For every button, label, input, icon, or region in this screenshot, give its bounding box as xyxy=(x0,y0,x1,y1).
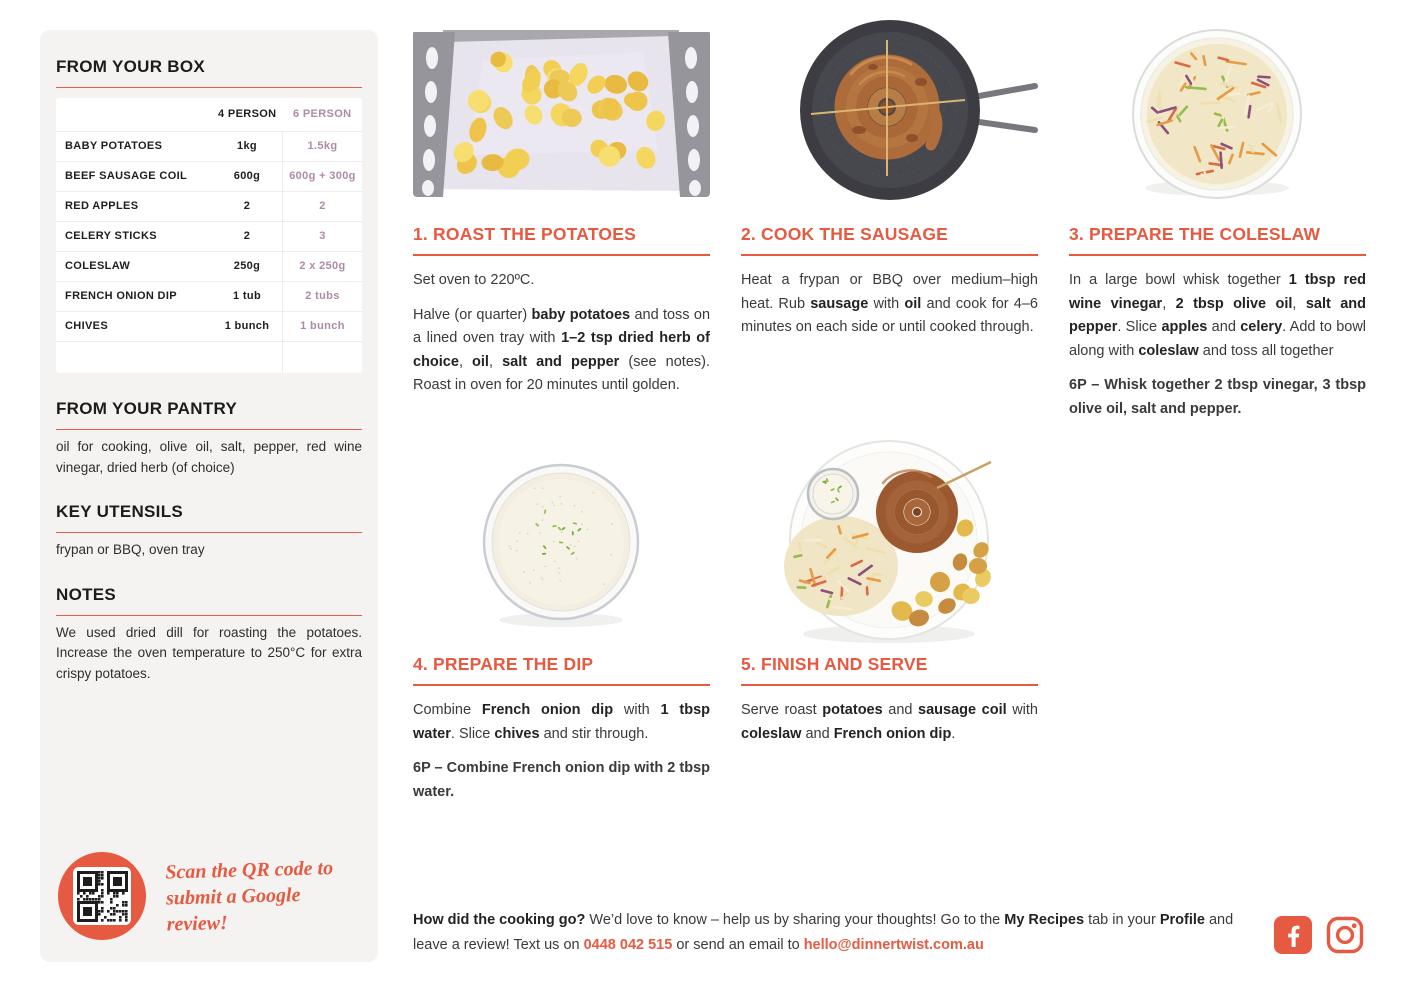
step-2-title: 2. COOK THE SAUSAGE xyxy=(741,224,1038,256)
from-your-pantry-title: FROM YOUR PANTRY xyxy=(56,399,362,430)
step-4-title: 4. PREPARE THE DIP xyxy=(413,654,710,686)
facebook-icon xyxy=(1274,916,1312,959)
ingredient-name: BABY POTATOES xyxy=(56,131,212,161)
col-header-6-person: 6 PERSON xyxy=(293,108,352,121)
step-1-section xyxy=(413,224,710,409)
qty-4p: 2 xyxy=(212,191,282,221)
ingredient-name: RED APPLES xyxy=(56,191,212,221)
utensils-text: frypan or BBQ, oven tray xyxy=(56,542,205,557)
google-review-block xyxy=(58,852,358,940)
step-2-section xyxy=(741,224,1038,351)
ingredient-name: FRENCH ONION DIP xyxy=(56,281,212,311)
ingredient-name: CELERY STICKS xyxy=(56,221,212,251)
step-4-section xyxy=(413,654,710,815)
qty-6p: 2 tubs xyxy=(282,281,362,311)
qty-6p: 1 bunch xyxy=(282,311,362,341)
table-row xyxy=(56,311,362,341)
step-5-title: 5. FINISH AND SERVE xyxy=(741,654,1038,686)
ingredient-name: COLESLAW xyxy=(56,251,212,281)
qty-6p: 1.5kg xyxy=(282,131,362,161)
ingredient-name: CHIVES xyxy=(56,311,212,341)
table-header-empty xyxy=(56,98,212,131)
qr-caption: Scan the QR code to submit a Google review! xyxy=(165,857,334,936)
qr-circle-badge xyxy=(58,852,146,940)
notes-title: NOTES xyxy=(56,585,362,616)
step-4-paragraph: Combine French onion dip with 1 tbsp water. Slice chives and stir through. xyxy=(413,702,710,742)
step-3-section xyxy=(1069,224,1366,432)
step-4-6p-note: 6P – Combine French onion dip with 2 tbsp water. xyxy=(413,760,711,800)
step-5-section xyxy=(741,654,1038,757)
social-icons xyxy=(1274,916,1364,959)
qty-4p: 1 tub xyxy=(212,281,282,311)
step-1-paragraph: Halve (or quarter) baby potatoes and toss on a lined oven tray with 1–2 tsp dried herb of choice, oil, salt and pepper (see notes). Roast in oven for 20 minutes until golden. xyxy=(413,306,711,393)
table-row xyxy=(56,131,362,161)
qty-4p: 1kg xyxy=(212,131,282,161)
qty-4p: 250g xyxy=(212,251,282,281)
qty-4p: 600g xyxy=(212,161,282,191)
qty-6p: 3 xyxy=(282,221,362,251)
table-row xyxy=(56,161,362,191)
sausage-coil-in-frypan-photo xyxy=(741,12,1038,204)
finished-plate-photo xyxy=(741,436,1038,650)
col-header-4-person: 4 PERSON xyxy=(218,108,277,121)
notes-text: We used dried dill for roasting the potatoes. Increase the oven temperature to 250°C for extra crispy potatoes. xyxy=(56,624,362,681)
dip-bowl-photo xyxy=(413,452,710,636)
qty-6p: 600g + 300g xyxy=(282,161,362,191)
table-row xyxy=(56,191,362,221)
key-utensils-title: KEY UTENSILS xyxy=(56,502,362,533)
table-row xyxy=(56,251,362,281)
qty-4p: 2 xyxy=(212,221,282,251)
table-row xyxy=(56,281,362,311)
step-3-6p-note: 6P – Whisk together 2 tbsp vinegar, 3 tbsp olive oil, salt and pepper. xyxy=(1069,377,1366,417)
coleslaw-bowl-photo xyxy=(1069,26,1366,204)
ingredient-name: BEEF SAUSAGE COIL xyxy=(56,161,212,191)
roast-potatoes-on-tray-photo xyxy=(413,30,710,197)
step-3-paragraph: In a large bowl whisk together 1 tbsp red wine vinegar, 2 tbsp olive oil, salt and pepper. Slice apples and celery. Add to bowl along with coleslaw and toss all together xyxy=(1069,272,1367,359)
step-5-paragraph: Serve roast potatoes and sausage coil with coleslaw and French onion dip. xyxy=(741,702,1038,742)
ingredients-sidebar xyxy=(40,30,378,962)
qty-4p: 1 bunch xyxy=(212,311,282,341)
table-row xyxy=(56,221,362,251)
step-1-title: 1. ROAST THE POTATOES xyxy=(413,224,710,256)
table-header-row xyxy=(56,98,362,131)
step-1-paragraph: Set oven to 220ºC. xyxy=(413,272,535,288)
qr-code-icon xyxy=(73,867,131,925)
footer-feedback-message: How did the cooking go? We’d love to know – help us by sharing your thoughts! Go to the My Recipes tab in your Profile and leave a review! Text us on 0448 042 515 or send an email to hello@dinnertwist.com.au xyxy=(413,912,1234,953)
qty-6p: 2 xyxy=(282,191,362,221)
pantry-text: oil for cooking, olive oil, salt, pepper, red wine vinegar, dried herb (of choice) xyxy=(56,439,362,475)
step-3-title: 3. PREPARE THE COLESLAW xyxy=(1069,224,1366,256)
from-your-box-title: FROM YOUR BOX xyxy=(56,57,362,88)
table-filler-row xyxy=(56,341,362,373)
step-2-paragraph: Heat a frypan or BBQ over medium–high heat. Rub sausage with oil and cook for 4–6 minutes on each side or until cooked through. xyxy=(741,272,1038,335)
qty-6p: 2 x 250g xyxy=(282,251,362,281)
ingredients-table xyxy=(56,98,362,373)
instagram-icon xyxy=(1326,916,1364,959)
